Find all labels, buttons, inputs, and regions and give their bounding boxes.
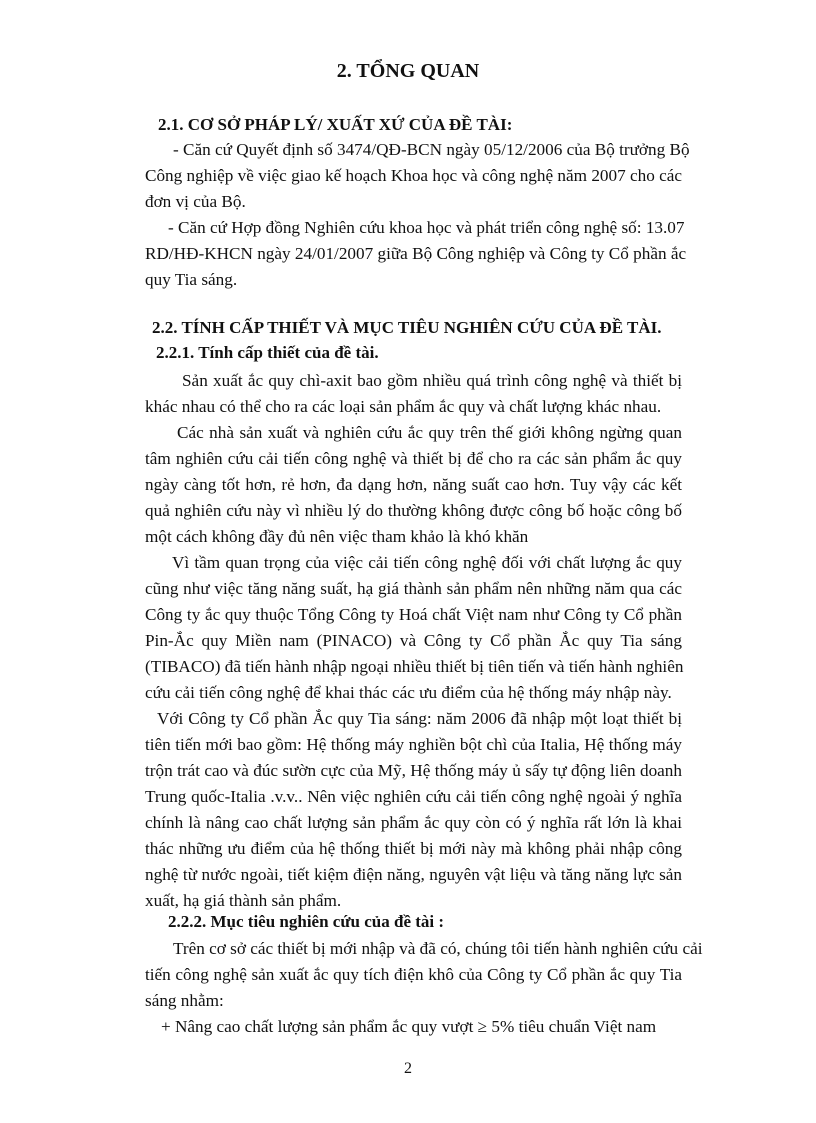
paragraph-line: Trên cơ sở các thiết bị mới nhập và đã có, chúng tôi tiến hành nghiên cứu cải	[173, 939, 703, 958]
paragraph-line: cứu cải tiến công nghệ để khai thác các ưu điểm của hệ thống máy nhập này.	[145, 683, 672, 702]
paragraph-line: một cách không đầy đủ nên việc tham khảo là khó khăn	[145, 527, 529, 546]
paragraph-line: sáng nhằm:	[145, 991, 224, 1010]
paragraph-line: RD/HĐ-KHCN ngày 24/01/2007 giữa Bộ Công nghiệp và Công ty Cổ phần ắc	[145, 244, 687, 263]
paragraph-line: chính là nâng cao chất lượng sản phẩm ắc quy còn có ý nghĩa rất lớn là khai	[145, 813, 682, 832]
paragraph-line: Pin-Ắc quy Miền nam (PINACO) và Công ty Cổ phần Ắc quy Tia sáng	[145, 631, 682, 650]
section-heading-2-1: 2.1. CƠ SỞ PHÁP LÝ/ XUẤT XỨ CỦA ĐỀ TÀI:	[158, 115, 513, 134]
subsection-heading-2-2-2: 2.2.2. Mục tiêu nghiên cứu của đề tài :	[168, 912, 445, 931]
section-heading-2-2: 2.2. TÍNH CẤP THIẾT VÀ MỤC TIÊU NGHIÊN CỨU CỦA ĐỀ TÀI.	[152, 318, 662, 337]
paragraph-line: - Căn cứ Quyết định số 3474/QĐ-BCN ngày 05/12/2006 của Bộ trưởng Bộ	[173, 140, 690, 159]
bullet-line: + Nâng cao chất lượng sản phẩm ắc quy vượt ≥ 5% tiêu chuẩn Việt nam	[161, 1017, 657, 1036]
paragraph-line: tiên tiến mới bao gồm: Hệ thống máy nghiền bột chì của Italia, Hệ thống máy	[145, 735, 682, 754]
paragraph-line: Sản xuất ắc quy chì-axit bao gồm nhiều quá trình công nghệ và thiết bị	[182, 371, 682, 390]
paragraph-line: Với Công ty Cổ phần Ắc quy Tia sáng: năm 2006 đã nhập một loạt thiết bị	[157, 709, 682, 728]
paragraph-line: Công nghiệp về việc giao kế hoạch Khoa học và công nghệ năm 2007 cho các	[145, 166, 682, 185]
page-title: 2. TỔNG QUAN	[336, 60, 480, 82]
paragraph-line: cũng như việc tăng năng suất, hạ giá thành sản phẩm nên những năm qua các	[145, 579, 682, 598]
paragraph-line: thác những ưu điểm của hệ thống thiết bị mới này mà không phải nhập công	[145, 839, 682, 858]
page-number: 2	[404, 1060, 412, 1077]
paragraph-line: khác nhau có thể cho ra các loại sản phẩm ắc quy và chất lượng khác nhau.	[145, 397, 662, 416]
paragraph-line: Vì tầm quan trọng của việc cải tiến công nghệ đối với chất lượng ắc quy	[172, 553, 682, 572]
paragraph-line: trộn trát cao và đúc sườn cực của Mỹ, Hệ thống máy ủ sấy tự động liên doanh	[145, 761, 682, 780]
paragraph-line: Các nhà sản xuất và nghiên cứu ắc quy trên thế giới không ngừng quan	[177, 423, 682, 442]
paragraph-line: nghệ từ nước ngoài, tiết kiệm điện năng, nguyên vật liệu và tăng năng lực sản	[145, 865, 682, 884]
paragraph-line: - Căn cứ Hợp đồng Nghiên cứu khoa học và phát triển công nghệ số: 13.07	[168, 218, 685, 237]
paragraph-line: Công ty ắc quy thuộc Tổng Công ty Hoá chất Việt nam như Công ty Cổ phần	[145, 605, 682, 624]
paragraph-line: (TIBACO) đã tiến hành nhập ngoại nhiều thiết bị tiên tiến và tiến hành nghiên	[145, 657, 684, 676]
paragraph-line: xuất, hạ giá thành sản phẩm.	[145, 891, 342, 910]
paragraph-line: đơn vị của Bộ.	[145, 192, 246, 211]
paragraph-line: tâm nghiên cứu cải tiến công nghệ và thiết bị để cho ra các sản phẩm ắc quy	[145, 449, 682, 468]
paragraph-line: Trung quốc-Italia .v.v.. Nên việc nghiên cứu cải tiến công nghệ ngoài ý nghĩa	[145, 787, 682, 806]
subsection-heading-2-2-1: 2.2.1. Tính cấp thiết của đề tài.	[156, 343, 379, 362]
paragraph-line: ngày càng tốt hơn, rẻ hơn, đa dạng hơn, năng suất cao hơn. Tuy vậy các kết	[145, 475, 682, 494]
paragraph-line: tiến công nghệ sản xuất ắc quy tích điện khô của Công ty Cổ phần ắc quy Tia	[145, 965, 682, 984]
paragraph-line: quy Tia sáng.	[145, 270, 238, 289]
paragraph-line: quả nghiên cứu này vì nhiều lý do thường không được công bố hoặc công bố	[145, 501, 682, 520]
